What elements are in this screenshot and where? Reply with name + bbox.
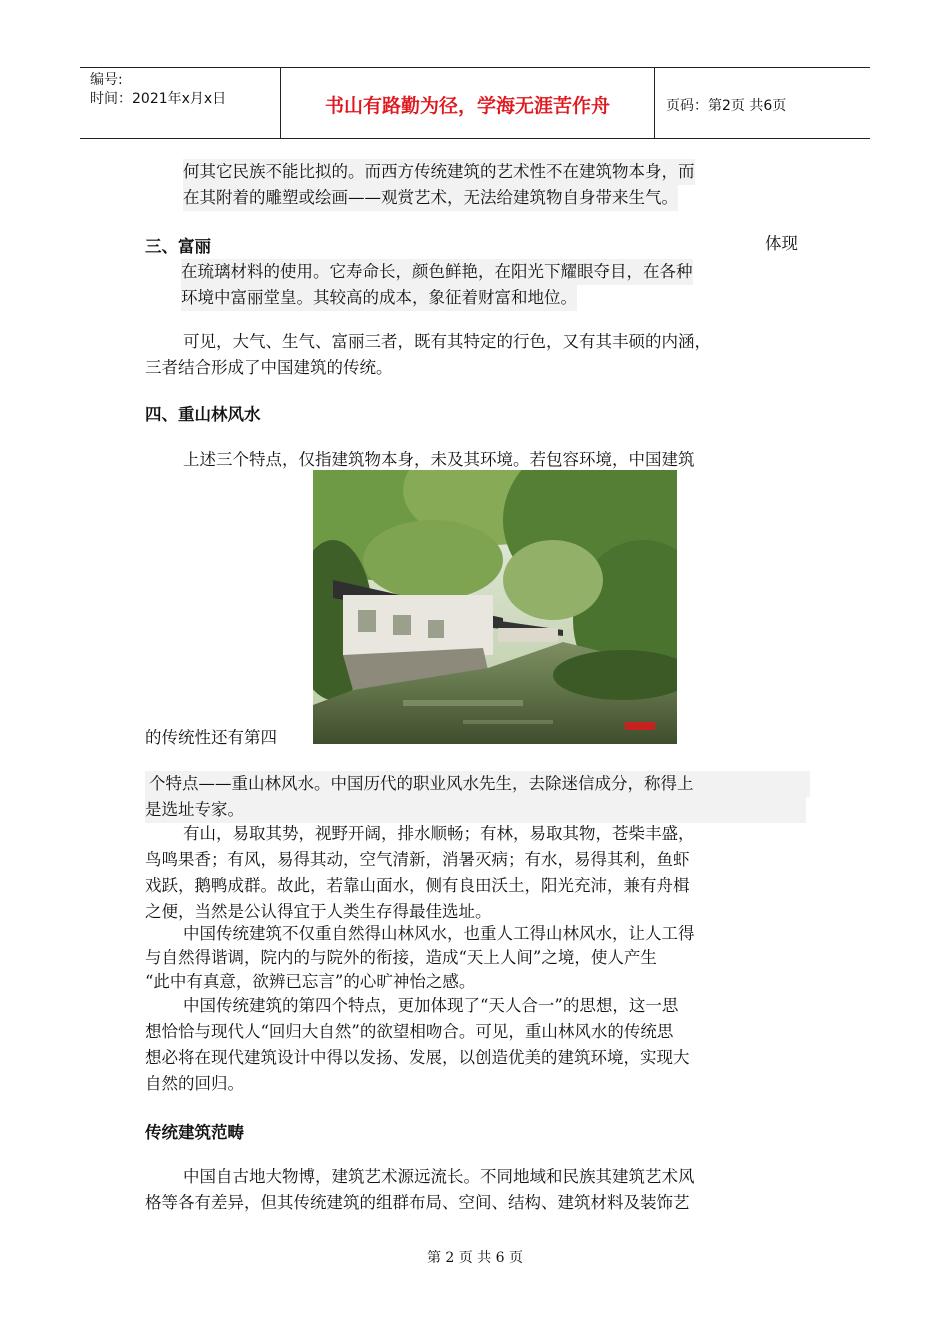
section-heading: 三、富丽 <box>145 237 211 256</box>
paragraph-line: 环境中富丽堂皇。其较高的成本，象征着财富和地位。 <box>181 285 577 311</box>
paragraph-line: 中国传统建筑的第四个特点，更加体现了“天人合一”的思想，这一思 <box>183 996 679 1015</box>
paragraph-line: 在琉璃材料的使用。它寿命长，颜色鲜艳，在阳光下耀眼夺目，在各种 <box>181 259 693 285</box>
paragraph-word: 体现 <box>765 234 798 253</box>
paragraph-line: 个特点——重山林风水。中国历代的职业风水先生，去除迷信成分，称得上 <box>145 771 810 797</box>
time-label: 时间：2021年x月x日 <box>90 91 227 107</box>
paragraph-line: 何其它民族不能比拟的。而西方传统建筑的艺术性不在建筑物本身，而 <box>183 159 695 185</box>
paragraph-line: 可见，大气、生气、富丽三者，既有其特定的行色，又有其丰硕的内涵， <box>183 332 711 351</box>
paragraph-line: 戏跃，鹅鸭成群。故此，若靠山面水，侧有良田沃土，阳光充沛，兼有舟楫 <box>145 876 690 895</box>
paragraph-line: 之便，当然是公认得宜于人类生存得最佳选址。 <box>145 902 492 921</box>
paragraph-line: “此中有真意，欲辨已忘言”的心旷神怡之感。 <box>145 972 476 991</box>
paragraph-line: 的传统性还有第四 <box>145 728 277 747</box>
paragraph-line: 有山，易取其势，视野开阔，排水顺畅；有林，易取其物，苍柴丰盛， <box>183 824 695 843</box>
garden-photo <box>313 470 677 744</box>
page-footer: 第 2 页 共 6 页 <box>426 1250 524 1266</box>
header-left-cell <box>80 68 281 138</box>
header-page-info: 页码：第2页 共6页 <box>666 98 787 114</box>
paragraph-line: 在其附着的雕塑或绘画——观赏艺术，无法给建筑物自身带来生气。 <box>183 185 678 211</box>
paragraph-line: 想必将在现代建筑设计中得以发扬、发展，以创造优美的建筑环境，实现大 <box>145 1048 690 1067</box>
paragraph-line: 自然的回归。 <box>145 1074 244 1093</box>
paragraph-line: 是选址专家。 <box>145 797 806 823</box>
paragraph-line: 中国传统建筑不仅重自然得山林风水，也重人工得山林风水，让人工得 <box>183 924 695 943</box>
number-label: 编号: <box>90 72 123 88</box>
paragraph-line: 上述三个特点，仅指建筑物本身，未及其环境。若包容环境，中国建筑 <box>183 450 695 469</box>
section-heading: 四、重山林风水 <box>145 405 261 424</box>
page-header <box>80 67 870 139</box>
paragraph-line: 三者结合形成了中国建筑的传统。 <box>145 358 393 377</box>
paragraph-line: 格等各有差异，但其传统建筑的组群布局、空间、结构、建筑材料及装饰艺 <box>145 1193 690 1212</box>
paragraph-line: 鸟鸣果香；有风，易得其动，空气清新，消暑灭病；有水，易得其利，鱼虾 <box>145 850 690 869</box>
header-motto: 书山有路勤为径，学海无涯苦作舟 <box>281 68 655 138</box>
section-heading: 传统建筑范畴 <box>145 1123 244 1142</box>
paragraph-line: 与自然得谐调，院内的与院外的衔接，造成“天上人间”之境，使人产生 <box>145 948 657 967</box>
paragraph-line: 想恰恰与现代人“回归大自然”的欲望相吻合。可见，重山林风水的传统思 <box>145 1022 674 1041</box>
paragraph-line: 中国自古地大物博，建筑艺术源远流长。不同地域和民族其建筑艺术风 <box>183 1167 695 1186</box>
